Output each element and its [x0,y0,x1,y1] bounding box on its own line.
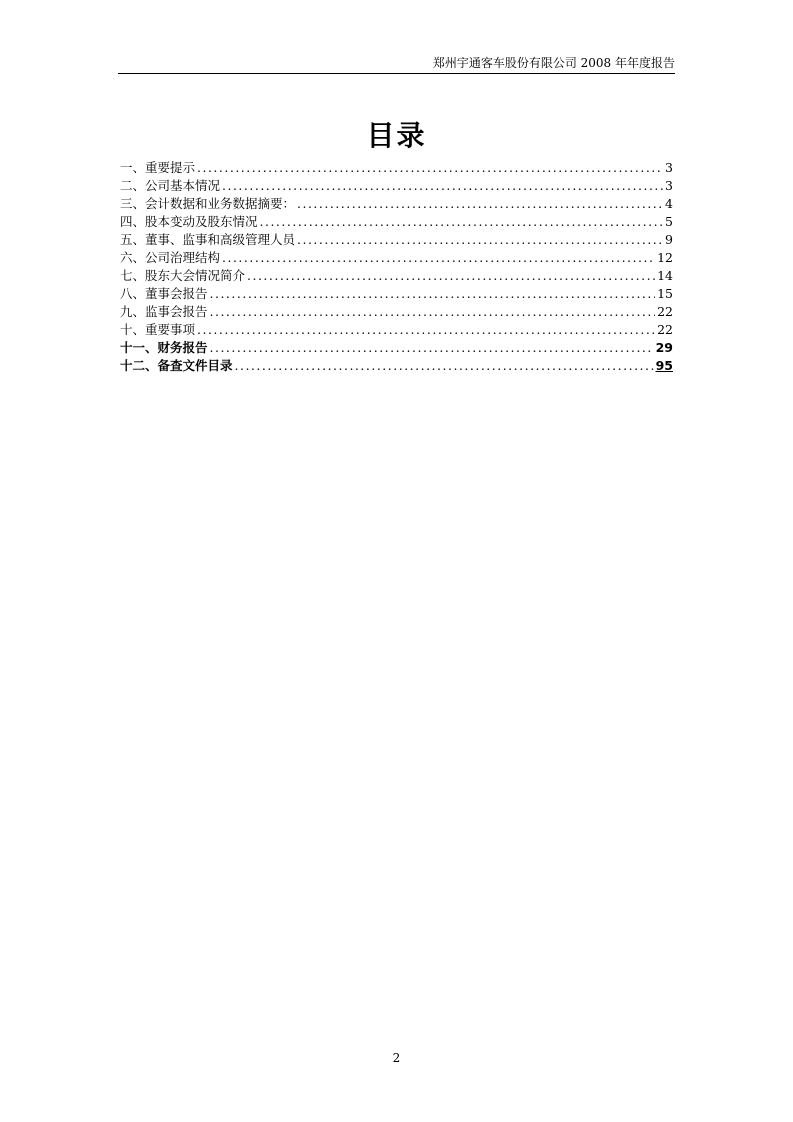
toc-entry-label: 十一、财务报告 [120,340,208,355]
toc-dot-leader [197,321,655,339]
toc-entry[interactable] [120,357,673,375]
toc-entry-label: 七、股东大会情况简介 [120,268,246,283]
toc-entry-label: 一、重要提示 [120,160,196,175]
toc-entry-page: 95 [655,358,673,373]
toc-dot-leader [210,339,654,357]
toc-dot-leader [222,249,655,267]
toc-entry-label: 九、监事会报告 [120,304,208,319]
toc-dot-leader [297,195,663,213]
toc-entry-page: 29 [655,340,673,355]
toc-entry-page: 12 [657,250,673,265]
toc-dot-leader [210,285,656,303]
running-header: 郑州宇通客车股份有限公司 2008 年年度报告 [432,56,675,70]
toc-entry[interactable] [120,267,673,285]
toc-entry-page: 14 [657,268,673,283]
toc-entry-label: 五、董事、监事和高级管理人员 [120,232,296,247]
toc-entry-page: 5 [665,214,673,229]
toc-entry-label: 二、公司基本情况 [120,178,221,193]
toc-entry-label: 十二、备查文件目录 [120,358,233,373]
toc-dot-leader [247,267,655,285]
toc-entry[interactable] [120,159,673,177]
toc-dot-leader [260,213,664,231]
toc-dot-leader [210,303,656,321]
toc-entry-page: 3 [665,160,673,175]
toc-entry-page: 15 [657,286,673,301]
toc-entry-label: 十、重要事项 [120,322,196,337]
table-of-contents [120,159,673,375]
toc-entry[interactable] [120,213,673,231]
header-divider [118,73,675,74]
toc-entry-page: 22 [657,304,673,319]
toc-entry[interactable] [120,285,673,303]
toc-entry[interactable] [120,195,673,213]
toc-entry-label: 六、公司治理结构 [120,250,221,265]
toc-entry[interactable] [120,321,673,339]
toc-entry-label: 四、股本变动及股东情况 [120,214,258,229]
toc-dot-leader [297,231,663,249]
toc-dot-leader [235,357,654,375]
page-title: 目录 [366,119,427,152]
toc-entry-page: 3 [665,178,673,193]
toc-entry[interactable] [120,249,673,267]
toc-entry[interactable] [120,231,673,249]
toc-entry[interactable] [120,177,673,195]
toc-entry[interactable] [120,339,673,357]
page-number: 2 [392,1051,401,1065]
toc-entry-page: 9 [665,232,673,247]
toc-entry-page: 4 [665,196,673,211]
toc-entry-page: 22 [657,322,673,337]
toc-dot-leader [222,177,663,195]
toc-entry-label: 八、董事会报告 [120,286,208,301]
toc-entry[interactable] [120,303,673,321]
toc-dot-leader [197,159,663,177]
toc-entry-label: 三、会计数据和业务数据摘要： [120,196,296,211]
